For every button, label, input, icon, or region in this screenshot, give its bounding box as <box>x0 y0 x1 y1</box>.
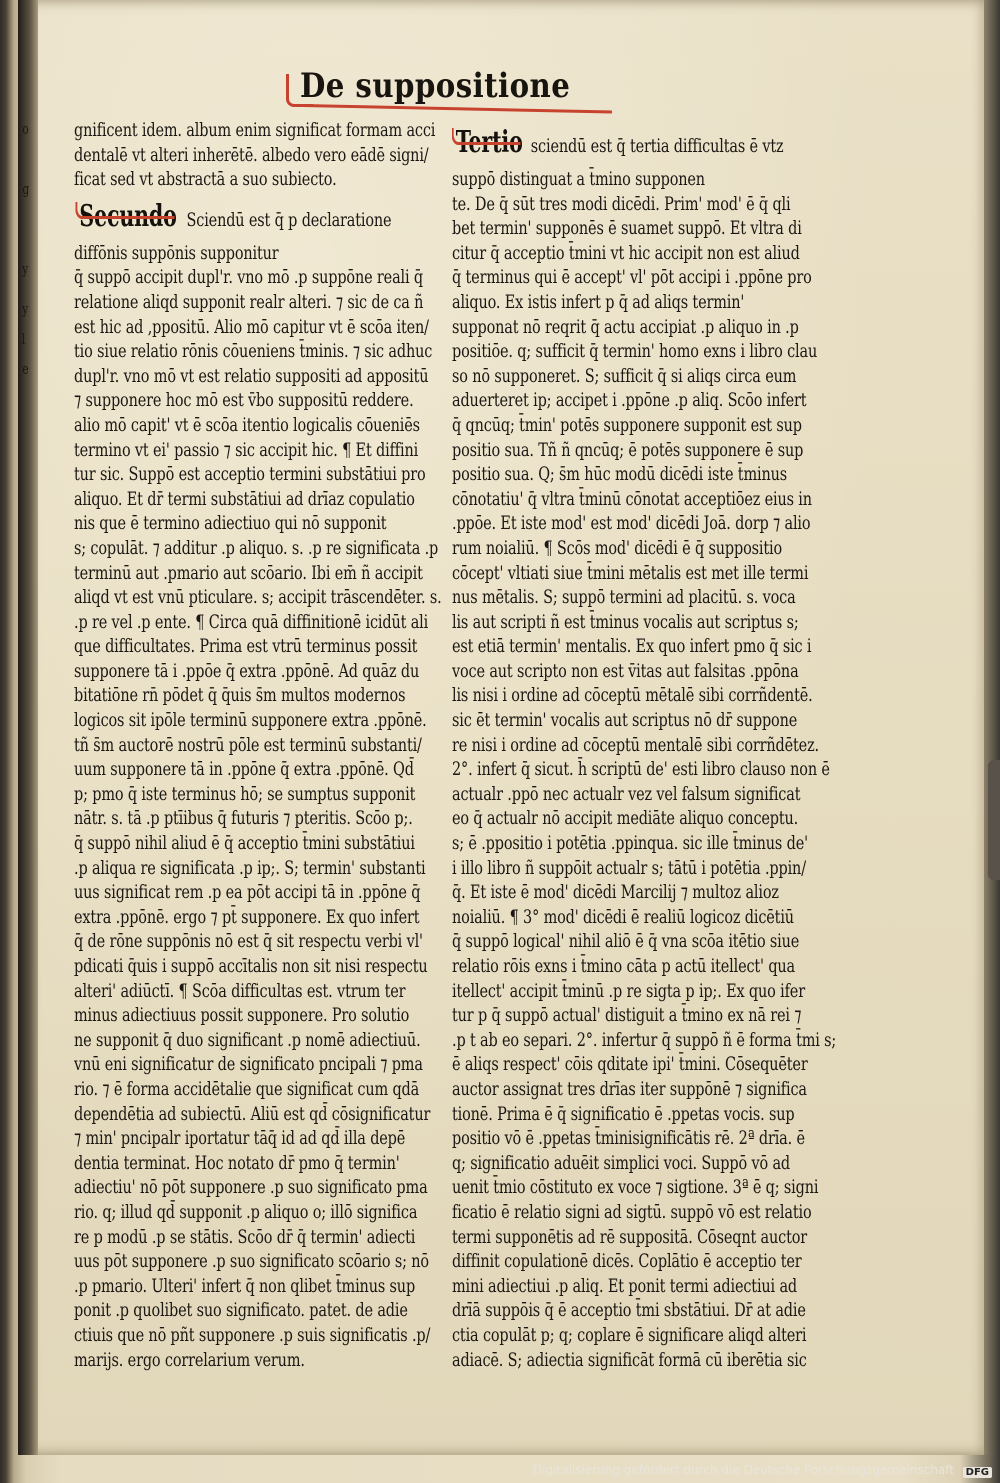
right-column <box>452 118 892 1372</box>
left-column-line: uum supponere tā in .ppōne q̄ extra .ppōnē. Qd̄ <box>74 758 414 781</box>
right-column-line: drīā suppōis q̄ ē acceptio t̄mi sbstātiui. Dr̄ at adie <box>452 1299 806 1322</box>
left-column-line: est hic ad ,ppositū. Alio mō capitur vt ē scōa iten/ <box>74 315 429 338</box>
right-column-line: te. De q̄ sūt tres modi dicēdi. Prim' mod' ē q̄ qli <box>452 192 791 215</box>
left-column-line: aliquo. Et dr̄ termi substātiui ad drīaz copulatio <box>74 487 415 510</box>
right-column-line: bet termin' supponēs ē suamet suppō. Et vltra di <box>452 217 802 240</box>
right-column-line: auctor assignat tres drīas iter suppōnē ⁊ significa <box>452 1077 807 1100</box>
left-column-line: tur sic. Suppō est acceptio termini substātiui pro <box>74 463 426 486</box>
right-column-line: re nisi i ordine ad cōceptū mentalē sibi corrñdētez. <box>452 733 819 756</box>
left-column-line: diffōnis suppōnis supponitur <box>74 241 279 264</box>
right-column-line: q̄ terminus qui ē accept' vl' pōt accipi i .ppōne pro <box>452 266 812 289</box>
left-column-line: dentalē vt alteri inherētē. albedo vero eādē signi/ <box>74 143 429 166</box>
right-column-line: cōnotatiu' q̄ vltra t̄minū cōnotat acceptiōez eius in <box>452 487 812 510</box>
right-column-line: s; ē .ppositio i potētia .ppinqua. sic ille t̄minus de' <box>452 832 808 855</box>
right-column-line: sic ēt termin' vocalis aut scriptus nō dr̄ suppone <box>452 709 798 732</box>
right-column-line: noialiū. ¶ 3° mod' dicēdi ē realiū logicoz dicētiū <box>452 905 794 928</box>
left-column-line: aliqd vt est vnū pticulare. s; accipit trāscendēter. s. <box>74 586 442 609</box>
right-column-line: est etiā termin' mentalis. Ex quo infert pmo q̄ sic i <box>452 635 812 658</box>
facing-page-glyph: g <box>22 180 30 198</box>
left-column-line: q̄ suppō accipit dupl'r. vno mō .p suppōne reali q̄ <box>74 266 423 289</box>
left-column-line: ctiuis que nō pñt supponere .p suis significatis .p/ <box>74 1323 431 1346</box>
left-column-line: ⁊ supponere hoc mō est v̄bo suppositū reddere. <box>74 389 414 412</box>
right-column-line <box>452 118 893 167</box>
right-column-line: q; significatio aduēit simplici voci. Suppō vō ad <box>452 1151 791 1174</box>
book-page <box>18 0 984 1455</box>
right-column-line: .p t ab eo separi. 2°. infertur q̄ suppō ñ ē forma t̄mi s; <box>452 1028 837 1051</box>
right-column-line: q̄ qncūq; t̄min' potēs supponere supponit est sup <box>452 413 802 436</box>
right-column-line: diffinit copulationē dicēs. Coplātio ē acceptio ter <box>452 1250 802 1273</box>
right-column-line: eo q̄ actualr nō accipit mediāte aliquo conceptu. <box>452 807 799 830</box>
right-column-line: positio sua. Q; s̄m hūc modū dicēdi iste t̄minus <box>452 463 788 486</box>
left-column-line: adiectiu' nō pōt supponere .p suo significato pma <box>74 1176 428 1199</box>
left-column-line: termino vt ei' passio ⁊ sic accipit hic. ¶ Et diffini <box>74 438 419 461</box>
left-column-line: p; pmo q̄ iste terminus hō; se sumptus supponit <box>74 782 416 805</box>
left-column-line: rio. ⁊ ē forma accidētalie que significat cum qdā <box>74 1077 420 1100</box>
left-column-line: vnū eni significatur de significato pncipali ⁊ pma <box>74 1053 423 1076</box>
right-column-line: positio vō ē .ppetas t̄minisignificātis rē. 2ª drīa. ē <box>452 1127 805 1150</box>
running-head: De suppositione <box>300 66 571 106</box>
left-column-line: ficat sed vt abstractā a suo subiecto. <box>74 168 337 191</box>
facing-page-glyph: y <box>22 300 29 318</box>
left-column-line: minus adiectiuus possit supponere. Pro solutio <box>74 1004 410 1027</box>
left-column-line: re p modū .p se stātis. Scōo dr̄ q̄ termin' adiecti <box>74 1225 416 1248</box>
right-column-line: rum noialiū. ¶ Scōs mod' dicēdi ē q̄ suppositio <box>452 536 783 559</box>
right-column-line: positio sua. Tñ ñ qncūq; ē potēs supponere ē sup <box>452 438 804 461</box>
left-column-line: nis que ē termino adiectiuo qui nō supponit <box>74 512 387 535</box>
rubricated-initial-word <box>456 118 523 167</box>
facing-page-edge <box>18 0 38 1455</box>
right-column-line: uenit t̄mio cōstituto ex voce ⁊ sigtione. 3ª ē q; signi <box>452 1176 819 1199</box>
right-column-line: ē aliqs respect' cōis qditate ipi' t̄mini. Cōsequēter <box>452 1053 808 1076</box>
initial-word-text: Secundo <box>79 198 177 234</box>
left-column-line: relatione aliqd supponit realr alteri. ⁊ sic de ca ñ <box>74 290 424 313</box>
right-column-line: actualr .ppō nec actualr vez vel falsum significat <box>452 782 801 805</box>
left-column-line: alio mō capit' vt ē scōa itentio logicalis cōueniēs <box>74 413 420 436</box>
left-column-line: dependētia ad subiectū. Aliū est qd̄ cōsignificatur <box>74 1102 431 1125</box>
facing-page-glyph: y <box>22 260 29 278</box>
right-column-line: aliquo. Ex istis infert p q̄ ad aliqs termin' <box>452 290 745 313</box>
left-column-line: marijs. ergo correlarium verum. <box>74 1348 305 1371</box>
rubricated-initial-word <box>79 192 176 241</box>
left-column-line: .p pmario. Ulteri' infert q̄ non qlibet t̄minus sup <box>74 1274 416 1297</box>
right-column-line: lis nisi i ordine ad cōceptū mētalē sibi corrñdentē. <box>452 684 813 707</box>
right-column-line: ctia copulāt p; q; coplare ē significare aliqd alteri <box>452 1323 807 1346</box>
right-column-line: lis aut scripti ñ est t̄minus vocalis aut scriptus s; <box>452 610 799 633</box>
left-column-line: pdicati q̄uis i suppō accītalis non sit nisi respectu <box>74 955 428 977</box>
right-column-line: itellect' accipit t̄minū .p re sigta p ip;. Ex quo ifer <box>452 979 805 1002</box>
left-column-line: alteri' adiūctī. ¶ Scōa difficultas est. vtrum ter <box>74 979 406 1002</box>
right-column-line: aduerteret ip; accipet i .ppōne .p aliq. Scōo infert <box>452 389 807 412</box>
left-column-line: logicos sit ipōle terminū supponere extra .ppōnē. <box>74 709 427 732</box>
left-column-line: uus pōt supponere .p suo significato scōario s; nō <box>74 1250 429 1273</box>
rubric-flourish <box>452 128 521 145</box>
right-column-line: voce aut scripto non est v̄itas aut falsitas .ppōna <box>452 659 799 682</box>
line-text: Sciendū est q̄ p declaratione <box>182 208 392 231</box>
right-column-line: suppō distinguat a t̄mino supponen <box>452 168 705 190</box>
facing-page-glyph: e <box>22 360 29 378</box>
right-column-line: .ppōe. Et iste mod' est mod' dicēdi Joā. dorp ⁊ alio <box>452 512 811 535</box>
right-column-line: positiōe. q; sufficit q̄ termin' homo exns i libro clau <box>452 340 818 363</box>
left-column-line: ⁊ min' pncipalr iportatur tāq̄ id ad qd̄ illa depē <box>74 1127 406 1150</box>
left-column-line: .p aliqua re significata .p ip;. S; termin' substanti <box>74 856 426 879</box>
right-column-line: tionē. Prima ē q̄ significatio ē .ppetas vocis. sup <box>452 1102 795 1125</box>
right-page-shadow <box>984 0 1000 1455</box>
facing-page-glyph: l <box>21 330 26 348</box>
left-column-line: gnificent idem. album enim significat formam acci <box>74 119 436 141</box>
left-column-line: bitatiōne rn̄ pōdet q̄ q̄uis s̄m multos modernos <box>74 684 406 707</box>
left-column-line: uus significat rem .p ea pōt accipi tā in .ppōne q̄ <box>74 881 421 904</box>
left-column-line: tñ s̄m auctorē nostrū pōle est terminū substanti/ <box>74 733 422 756</box>
right-column-line: ficatio ē relatio signi ad sigtū. suppō vō est relatio <box>452 1200 812 1223</box>
left-column-line: nātr. s. tā .p ptīibus q̄ futuris ⁊ pteritis. Scōo p;. <box>74 807 413 830</box>
left-column-line: que difficultates. Prima est vtrū terminus possit <box>74 635 418 658</box>
right-column-line: q̄. Et iste ē mod' dicēdi Marcilij ⁊ multoz alioz <box>452 881 779 904</box>
right-column-line: i illo libro ñ suppōit actualr s; tātū i potētia .ppin/ <box>452 856 806 879</box>
digitization-credit: Digitalisierung gefördert durch die Deutsche Forschungsgemeinschaft <box>532 1463 954 1477</box>
left-column-line: s; copulāt. ⁊ additur .p aliquo. s. .p re significata .p <box>74 536 439 559</box>
line-text: sciendū est q̄ tertia difficultas ē vtz <box>526 135 784 157</box>
facing-page-glyph: o <box>22 120 29 138</box>
left-column-line: .p re vel .p ente. ¶ Circa quā diffinitionē icidūt ali <box>74 610 429 633</box>
right-column-line: nus mētalis. S; suppō termini ad placitū. s. voca <box>452 586 796 609</box>
left-column-line: ne supponit q̄ duo significant .p nomē adiectiuū. <box>74 1028 421 1051</box>
right-column-line: citur q̄ acceptio t̄mini vt hic accipit non est aliud <box>452 241 800 264</box>
left-column-line: q̄ suppō nihil aliud ē q̄ acceptio t̄mini substātiui <box>74 832 415 855</box>
right-column-line: mini adiectiui .p aliq. Et ponit termi adiectiui ad <box>452 1274 798 1297</box>
initial-word-text: Tertio <box>455 125 523 160</box>
left-column-line: q̄ de rōne suppōnis nō est q̄ sit respectu verbi vl' <box>74 930 423 953</box>
right-column-line: termi supponētis ad rē suppositā. Cōseqnt auctor <box>452 1225 808 1248</box>
left-column-line: tio siue relatio rōnis cōueniens t̄minis. ⁊ sic adhuc <box>74 340 433 363</box>
left-column-line: rio. q; illud qd̄ supponit .p aliquo o; illō significa <box>74 1200 418 1223</box>
left-column-line: extra .ppōnē. ergo ⁊ pt̄ supponere. Ex quo infert <box>74 905 420 928</box>
right-column-line: q̄ suppō logical' nihil aliō ē q̄ vna scōa itētio siue <box>452 930 800 953</box>
right-column-line: tur p q̄ suppō actual' distiguit a t̄mino ex nā rei ⁊ <box>452 1004 802 1027</box>
right-column-line: cōcept' vltiati siue t̄mini mētalis est met ille termi <box>452 561 809 584</box>
left-column-line: ponit .p quolibet suo significato. patet. de adie <box>74 1299 408 1322</box>
right-column-line: so nō supponeret. S; sufficit q̄ si aliqs circa eum <box>452 364 797 387</box>
right-column-line: supponat nō reqrit q̄ actu accipiat .p aliquo in .p <box>452 315 799 338</box>
left-column-line: dupl'r. vno mō vt est relatio suppositi ad appositū <box>74 364 429 387</box>
left-column-line <box>74 192 459 241</box>
right-column-line: 2°. infert q̄ sicut. h̄ scriptū de' esti libro clauso non ē <box>452 758 830 781</box>
book-clip <box>988 760 1000 880</box>
left-column-line: supponere tā i .ppōe q̄ extra .ppōnē. Ad quāz du <box>74 659 420 682</box>
rubric-flourish <box>75 202 174 219</box>
left-column-line: dentia terminat. Hoc notato dr̄ pmo q̄ termin' <box>74 1151 400 1174</box>
dfg-logo: DFG <box>963 1467 992 1478</box>
right-column-line: adiacē. S; adiectia significāt formā cū iberētia sic <box>452 1348 807 1371</box>
right-column-line: relatio rōis exns i t̄mino cāta p actū itellect' qua <box>452 955 796 977</box>
left-column <box>74 118 458 1372</box>
left-column-line: terminū aut .pmario aut scōario. Ibi em̄ ñ accipit <box>74 561 423 584</box>
